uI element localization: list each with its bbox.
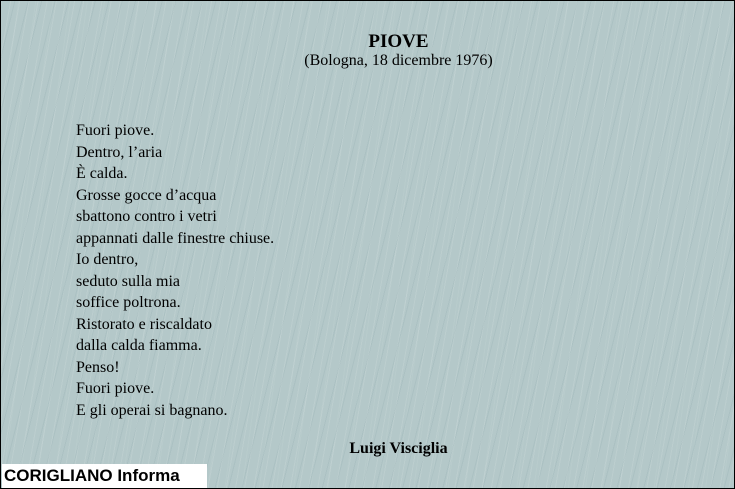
poem-line: seduto sulla mia: [76, 272, 180, 290]
poem-line: soffice poltrona.: [76, 294, 181, 311]
poem-title: PIOVE: [368, 31, 429, 52]
poem-body: [76, 120, 274, 421]
watermark-badge: CORIGLIANO Informa: [2, 464, 207, 488]
poem-line: Grosse gocce d’acqua: [76, 186, 217, 204]
poem-line: Fuori piove.: [76, 122, 155, 139]
poem-line: Ristorato e riscaldato: [76, 315, 212, 333]
poem-line: Fuori piove.: [76, 380, 155, 397]
poem-line: Penso!: [76, 358, 120, 376]
poem-line: dalla calda fiamma.: [76, 337, 202, 354]
poem-author: Luigi Visciglia: [349, 440, 448, 457]
poem-line: Io dentro,: [76, 251, 139, 268]
poem-line: appannati dalle finestre chiuse.: [76, 229, 275, 247]
poem-line: È calda.: [76, 165, 128, 182]
poem-subtitle: (Bologna, 18 dicembre 1976): [304, 52, 493, 69]
poem-line: sbattono contro i vetri: [76, 208, 217, 225]
poem-line: Dentro, l’aria: [76, 143, 163, 161]
poem-line: E gli operai si bagnano.: [76, 401, 228, 419]
